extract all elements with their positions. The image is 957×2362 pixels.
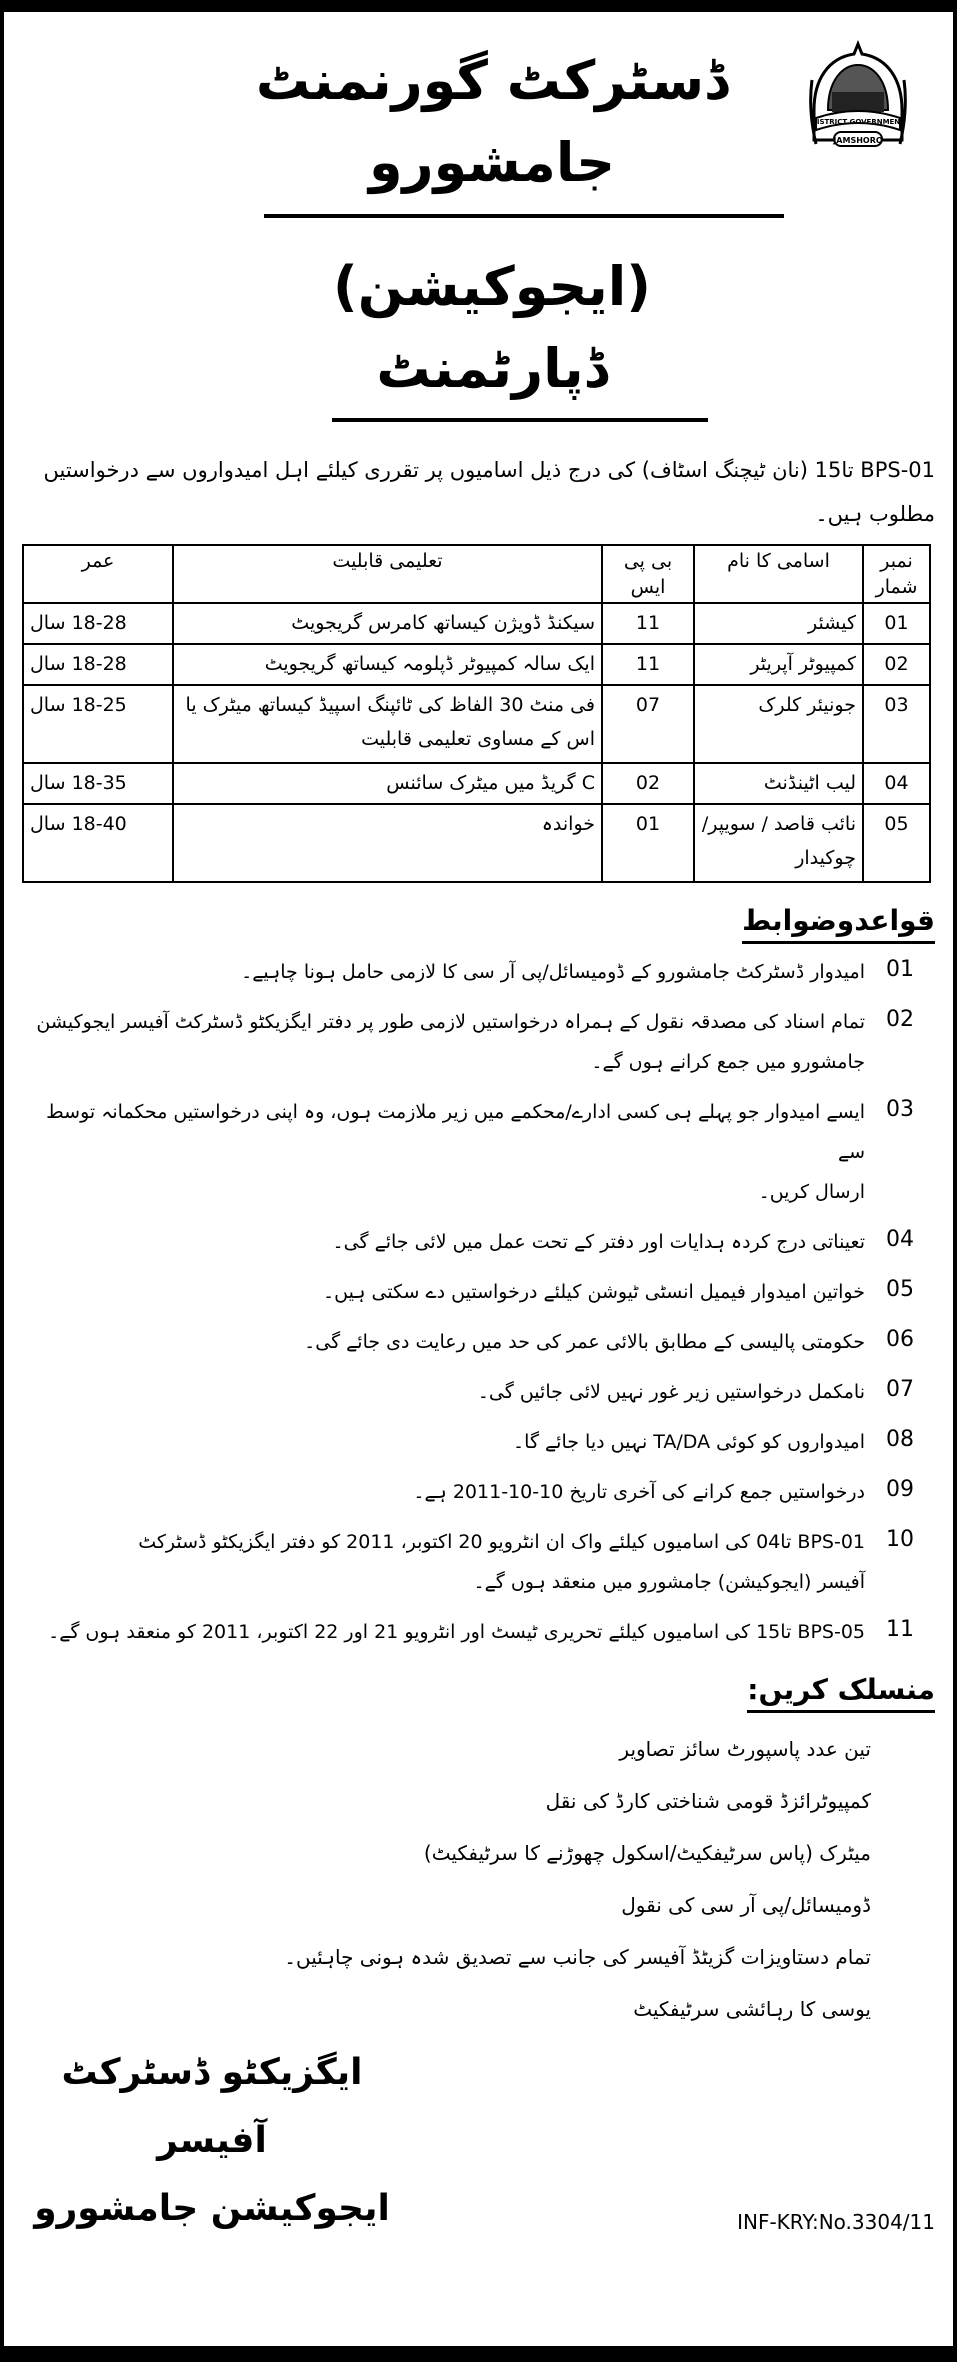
table-row xyxy=(23,685,930,763)
rules-heading: قواعدوضوابط xyxy=(742,901,935,944)
post-cell: لیب اٹینڈنٹ xyxy=(694,763,863,804)
qualification-cell: خواندہ xyxy=(173,804,602,882)
enclosure-item: یوسی کا رہائشی سرٹیفکیٹ xyxy=(633,1997,871,2021)
serial-cell: 03 xyxy=(863,685,930,763)
page-title: ڈسٹرکٹ گورنمنٹ جامشورو xyxy=(255,49,729,194)
rule-text-block xyxy=(35,1522,865,1602)
rule-item xyxy=(22,1522,935,1602)
rule-text-block xyxy=(35,1612,865,1652)
rule-number: 07 xyxy=(886,1377,914,1402)
rule-item xyxy=(22,1472,935,1512)
rule-text-block xyxy=(35,1472,865,1512)
rule-text: آفیسر (ایجوکیشن) جامشورو میں منعقد ہوں گے۔ xyxy=(473,1571,865,1593)
enclosure-item: کمپیوٹرائزڈ قومی شناختی کارڈ کی نقل xyxy=(545,1789,871,1813)
department-title: (ایجوکیشن) ڈپارٹمنٹ xyxy=(333,255,651,400)
enclosure-item: ڈومیسائل/پی آر سی کی نقول xyxy=(621,1893,871,1917)
rule-item xyxy=(22,1612,935,1652)
reference-number: INF-KRY:No.3304/11 xyxy=(737,2210,935,2234)
vacancies-table xyxy=(22,544,931,883)
rule-number: 06 xyxy=(886,1327,914,1352)
rule-text-block xyxy=(35,1372,865,1412)
rule-item xyxy=(22,1422,935,1462)
rule-text: حکومتی پالیسی کے مطابق بالائی عمر کی حد میں رعایت دی جائے گی۔ xyxy=(304,1331,865,1353)
signature-title: ایگزیکٹو ڈسٹرکٹ آفیسر xyxy=(61,2052,363,2161)
rule-item xyxy=(22,1002,935,1082)
rule-text: ارسال کریں۔ xyxy=(758,1181,865,1203)
rule-text: BPS-01 تا04 کی اسامیوں کیلئے واک ان انٹرویو 20 اکتوبر، 2011 کو دفتر ایگزیکٹو ڈسٹرکٹ xyxy=(138,1531,865,1553)
bps-cell: 07 xyxy=(602,685,694,763)
header-serial: نمبر شمار xyxy=(863,545,930,603)
rule-item xyxy=(22,1272,935,1312)
rule-text: نامکمل درخواستیں زیر غور نہیں لائی جائیں گی۔ xyxy=(477,1381,865,1403)
rule-number: 03 xyxy=(886,1097,914,1122)
rule-text: امیدوار ڈسٹرکٹ جامشورو کے ڈومیسائل/پی آر سی کا لازمی حامل ہونا چاہیے۔ xyxy=(241,961,865,983)
table-row xyxy=(23,763,930,804)
svg-text:DISTRICT GOVERNMENT: DISTRICT GOVERNMENT xyxy=(811,118,905,126)
table-row xyxy=(23,644,930,685)
post-cell: کیشئر xyxy=(694,603,863,644)
age-cell: 18-40 سال xyxy=(23,804,173,882)
rule-number: 09 xyxy=(886,1477,914,1502)
post-cell: جونیئر کلرک xyxy=(694,685,863,763)
intro-text xyxy=(22,448,935,536)
enclosure-item: تین عدد پاسپورٹ سائز تصاویر xyxy=(619,1737,871,1761)
serial-cell: 02 xyxy=(863,644,930,685)
rule-text-block xyxy=(35,1092,865,1212)
serial-cell: 01 xyxy=(863,603,930,644)
district-government-logo xyxy=(808,40,908,152)
rule-text: تمام اسناد کی مصدقہ نقول کے ہمراہ درخواستیں لازمی طور پر دفتر ایگزیکٹو ڈسٹرکٹ آفیسر ایجوکیشن xyxy=(36,1011,865,1033)
enclosure-item: تمام دستاویزات گزیٹڈ آفیسر کی جانب سے تصدیق شدہ ہونی چاہئیں۔ xyxy=(284,1945,871,1969)
rule-number: 02 xyxy=(886,1007,914,1032)
rule-number: 08 xyxy=(886,1427,914,1452)
age-cell: 18-28 سال xyxy=(23,603,173,644)
rule-text: جامشورو میں جمع کرانے ہوں گے۔ xyxy=(591,1051,865,1073)
serial-cell: 05 xyxy=(863,804,930,882)
header-bps: بی پی ایس xyxy=(602,545,694,603)
rule-number: 01 xyxy=(886,957,914,982)
post-cell: کمپیوٹر آپریٹر xyxy=(694,644,863,685)
rule-item xyxy=(22,1372,935,1412)
rule-text-block xyxy=(35,1222,865,1262)
rule-text: BPS-05 تا15 کی اسامیوں کیلئے تحریری ٹیسٹ اور انٹرویو 21 اور 22 اکتوبر، 2011 کو منعقد ہوں گے۔ xyxy=(48,1621,865,1643)
rule-number: 04 xyxy=(886,1227,914,1252)
serial-cell: 04 xyxy=(863,763,930,804)
advertisement xyxy=(4,12,953,2346)
rule-text: امیدواروں کو کوئی TA/DA نہیں دیا جائے گا۔ xyxy=(513,1431,865,1453)
header-qualification: تعلیمی قابلیت xyxy=(173,545,602,603)
rule-number: 10 xyxy=(886,1527,914,1552)
enclosures-list xyxy=(22,1723,871,2035)
svg-text:JAMSHORO: JAMSHORO xyxy=(833,136,883,145)
qualification-cell: C گریڈ میں میٹرک سائنس xyxy=(173,763,602,804)
intro-line-1: BPS-01 تا15 (نان ٹیچنگ اسٹاف) کی درج ذیل اسامیوں پر تقرری کیلئے اہل امیدواروں سے درخواستیں xyxy=(43,458,935,482)
qualification-cell: سیکنڈ ڈویژن کیساتھ کامرس گریجویٹ xyxy=(173,603,602,644)
qualification-cell: ایک سالہ کمپیوٹر ڈپلومہ کیساتھ گریجویٹ xyxy=(173,644,602,685)
rule-text: خواتین امیدوار فیمیل انسٹی ٹیوشن کیلئے درخواستیں دے سکتی ہیں۔ xyxy=(322,1281,865,1303)
age-cell: 18-28 سال xyxy=(23,644,173,685)
age-cell: 18-25 سال xyxy=(23,685,173,763)
rule-text-block xyxy=(35,1322,865,1362)
table-row xyxy=(23,603,930,644)
rule-text-block xyxy=(35,1002,865,1082)
rule-text: درخواستیں جمع کرانے کی آخری تاریخ 10-10-2011 ہے۔ xyxy=(413,1481,865,1503)
age-cell: 18-35 سال xyxy=(23,763,173,804)
department-underline xyxy=(332,418,708,422)
qualification-cell: فی منٹ 30 الفاظ کی ٹائپنگ اسپیڈ کیساتھ میٹرک یا اس کے مساوی تعلیمی قابلیت xyxy=(173,685,602,763)
table-header-row xyxy=(23,545,930,603)
title-underline xyxy=(264,214,784,218)
bps-cell: 02 xyxy=(602,763,694,804)
signature-block xyxy=(22,2039,402,2243)
rule-item xyxy=(22,1322,935,1362)
header-age: عمر xyxy=(23,545,173,603)
table-row xyxy=(23,804,930,882)
rule-text-block xyxy=(35,1272,865,1312)
bps-cell: 11 xyxy=(602,603,694,644)
bps-cell: 11 xyxy=(602,644,694,685)
rule-text-block xyxy=(35,952,865,992)
header-post: اسامی کا نام xyxy=(694,545,863,603)
rule-item xyxy=(22,1222,935,1262)
rule-text-block xyxy=(35,1422,865,1462)
bps-cell: 01 xyxy=(602,804,694,882)
rules-list xyxy=(22,952,935,1652)
rule-text: ایسے امیدوار جو پہلے ہی کسی ادارے/محکمے میں زیر ملازمت ہوں، وہ اپنی درخواستیں محکمانہ توسط سے xyxy=(46,1101,865,1163)
enclosures-heading: منسلک کریں: xyxy=(747,1670,935,1713)
rule-item xyxy=(22,1092,935,1212)
signature-office: ایجوکیشن جامشورو xyxy=(34,2188,390,2229)
rule-number: 05 xyxy=(886,1277,914,1302)
intro-line-2: مطلوب ہیں۔ xyxy=(815,502,935,526)
rule-text: تعیناتی درج کردہ ہدایات اور دفتر کے تحت عمل میں لائی جائے گی۔ xyxy=(332,1231,865,1253)
rule-number: 11 xyxy=(886,1617,914,1642)
rule-item xyxy=(22,952,935,992)
enclosure-item: میٹرک (پاس سرٹیفکیٹ/اسکول چھوڑنے کا سرٹیفکیٹ) xyxy=(423,1841,871,1865)
post-cell: نائب قاصد / سویپر/چوکیدار xyxy=(694,804,863,882)
